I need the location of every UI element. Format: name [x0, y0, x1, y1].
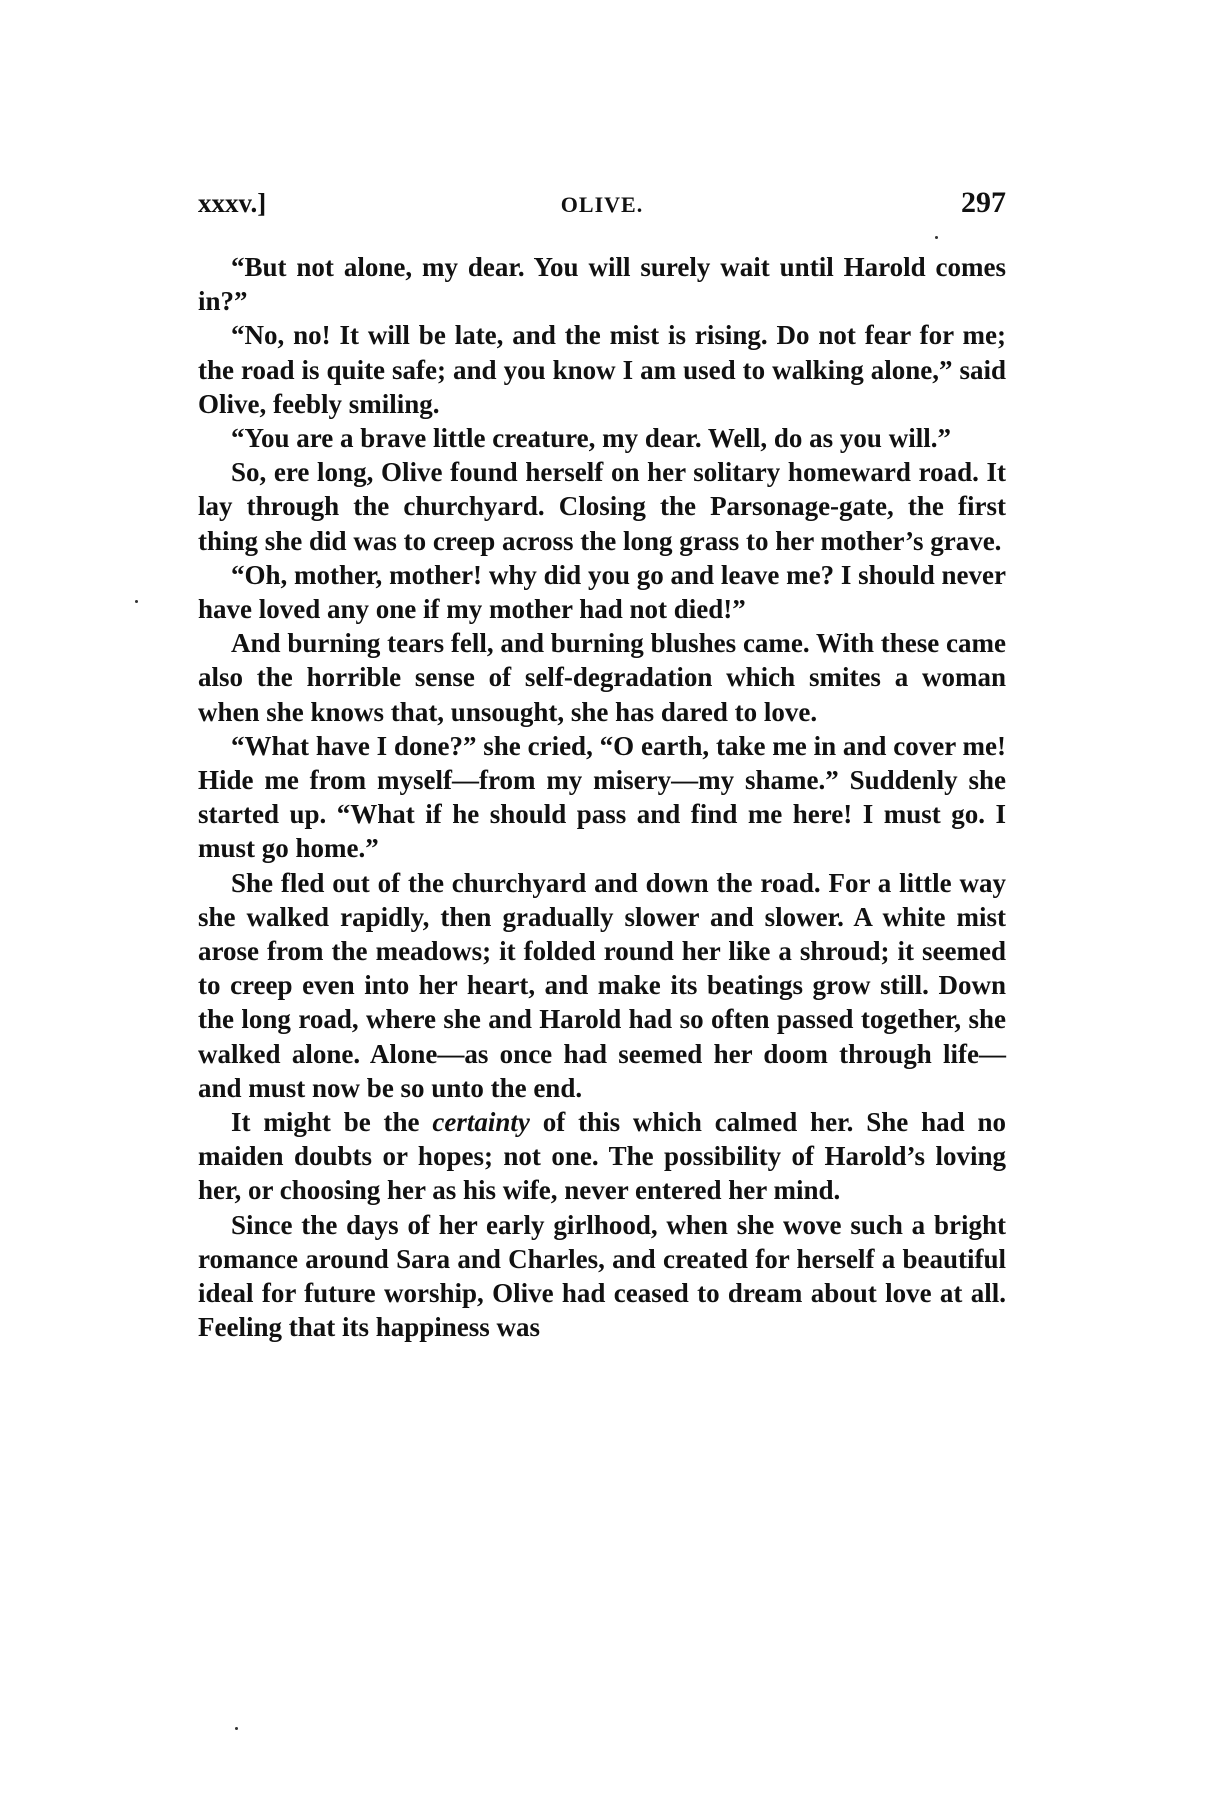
paragraph: So, ere long, Olive found herself on her solitary homeward road. It lay through the churchyard. Closing the Parsonage-gate, the first thing she did was to creep across the long grass to her mother’s grave. — [198, 457, 1006, 556]
italic-word: certainty — [432, 1107, 530, 1138]
paragraph-text: It might be the — [231, 1107, 433, 1138]
paragraph: And burning tears fell, and burning blushes came. With these came also the horrible sense of self-degradation which smites a woman when she knows that, unsought, she has dared to love. — [198, 628, 1006, 727]
paragraph: “You are a brave little creature, my dear. Well, do as you will.” — [231, 423, 951, 454]
print-speck — [135, 600, 138, 603]
paragraph: “No, no! It will be late, and the mist is rising. Do not fear for me; the road is quite safe; and you know I am used to walking alone,” said Olive, feebly smiling. — [198, 320, 1006, 419]
paragraph: Since the days of her early girlhood, when she wove such a bright romance around Sara and Charles, and created for herself a beautiful ideal for future worship, Olive had ceased to dream about love at all. Feeling that its happiness was — [198, 1209, 1006, 1343]
paragraph: “What have I done?” she cried, “O earth, take me in and cover me! Hide me from myself—from my misery—my shame.” Suddenly she started up. “What if he should pass and find me here! I must go. I must go home.” — [198, 730, 1006, 864]
print-speck — [935, 236, 938, 239]
running-title: OLIVE. — [560, 192, 644, 217]
paragraph: She fled out of the churchyard and down the road. For a little way she walked rapidly, then gradually slower and slower. A white mist arose from the meadows; it folded round her like a shroud; it seemed to creep even into her heart, and make its beatings grow still. Down the long road, where she and Harold had so often passed together, she walked alone. Alone—as once had seemed her doom through life—and must now be so unto the end. — [198, 867, 1006, 1103]
chapter-marker: xxxv.] — [198, 188, 267, 218]
paragraph: “Oh, mother, mother! why did you go and leave me? I should never have loved any one if my mother had not died!” — [198, 559, 1006, 625]
page-header — [198, 188, 1006, 228]
paragraph: “But not alone, my dear. You will surely wait until Harold comes in?” — [198, 252, 1006, 317]
body-text — [198, 250, 1006, 1345]
paragraph-text: of this which calmed her. She had no maiden doubts or hopes; not one. The possibility of Harold’s loving her, or choosing her as his wife, never entered her mind. — [198, 1107, 1006, 1206]
page-number: 297 — [961, 186, 1006, 219]
paragraph — [198, 1105, 1006, 1208]
print-speck — [235, 1727, 238, 1730]
